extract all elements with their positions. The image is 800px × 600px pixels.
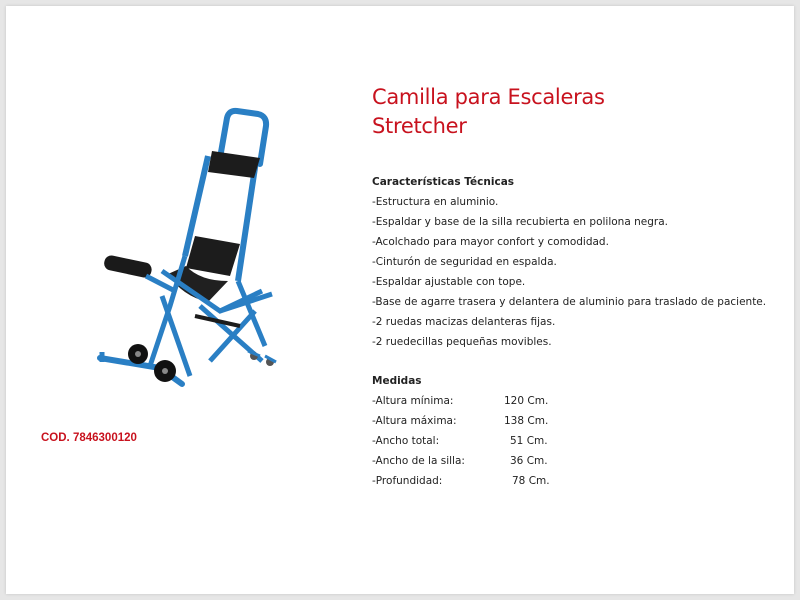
measure-label: -Altura mínima: bbox=[372, 395, 454, 407]
measure-label: -Profundidad: bbox=[372, 475, 443, 487]
measure-row bbox=[372, 471, 550, 491]
spec-item: -Espaldar y base de la silla recubierta en polilona negra. bbox=[372, 216, 668, 228]
seat-back bbox=[186, 236, 240, 276]
spec-item: -Espaldar ajustable con tope. bbox=[372, 276, 526, 288]
measure-label: -Ancho de la silla: bbox=[372, 455, 465, 467]
leg-pad bbox=[103, 254, 153, 279]
stair-chair-stretcher-image bbox=[90, 106, 300, 391]
specs-heading: Características Técnicas bbox=[372, 176, 515, 188]
measure-row bbox=[372, 411, 549, 431]
page-title bbox=[372, 83, 605, 141]
measure-row bbox=[372, 451, 548, 471]
measure-value: 36 Cm. bbox=[510, 455, 548, 467]
product-sheet bbox=[6, 6, 794, 594]
spec-item: -Cinturón de seguridad en espalda. bbox=[372, 256, 557, 268]
spec-item: -2 ruedas macizas delanteras fijas. bbox=[372, 316, 556, 328]
measures-section bbox=[372, 371, 550, 491]
measure-row bbox=[372, 391, 549, 411]
spec-item: -Base de agarre trasera y delantera de aluminio para traslado de paciente. bbox=[372, 296, 767, 308]
spec-item: -Estructura en aluminio. bbox=[372, 196, 499, 208]
back-rail-right bbox=[238, 161, 256, 281]
measure-value: 78 Cm. bbox=[512, 475, 550, 487]
measures-heading: Medidas bbox=[372, 375, 422, 387]
specs-section bbox=[372, 172, 766, 352]
title-line-1: Camilla para Escaleras bbox=[372, 85, 605, 109]
measure-label: -Altura máxima: bbox=[372, 415, 457, 427]
measure-value: 138 Cm. bbox=[504, 415, 549, 427]
spec-item: -2 ruedecillas pequeñas movibles. bbox=[372, 336, 552, 348]
measure-value: 51 Cm. bbox=[510, 435, 548, 447]
spec-item: -Acolchado para mayor confort y comodidad. bbox=[372, 236, 609, 248]
backrest bbox=[208, 151, 260, 178]
measure-row bbox=[372, 431, 548, 451]
measure-label: -Ancho total: bbox=[372, 435, 440, 447]
product-code: COD. 7846300120 bbox=[41, 432, 137, 444]
title-line-2: Stretcher bbox=[372, 114, 467, 138]
measure-value: 120 Cm. bbox=[504, 395, 549, 407]
